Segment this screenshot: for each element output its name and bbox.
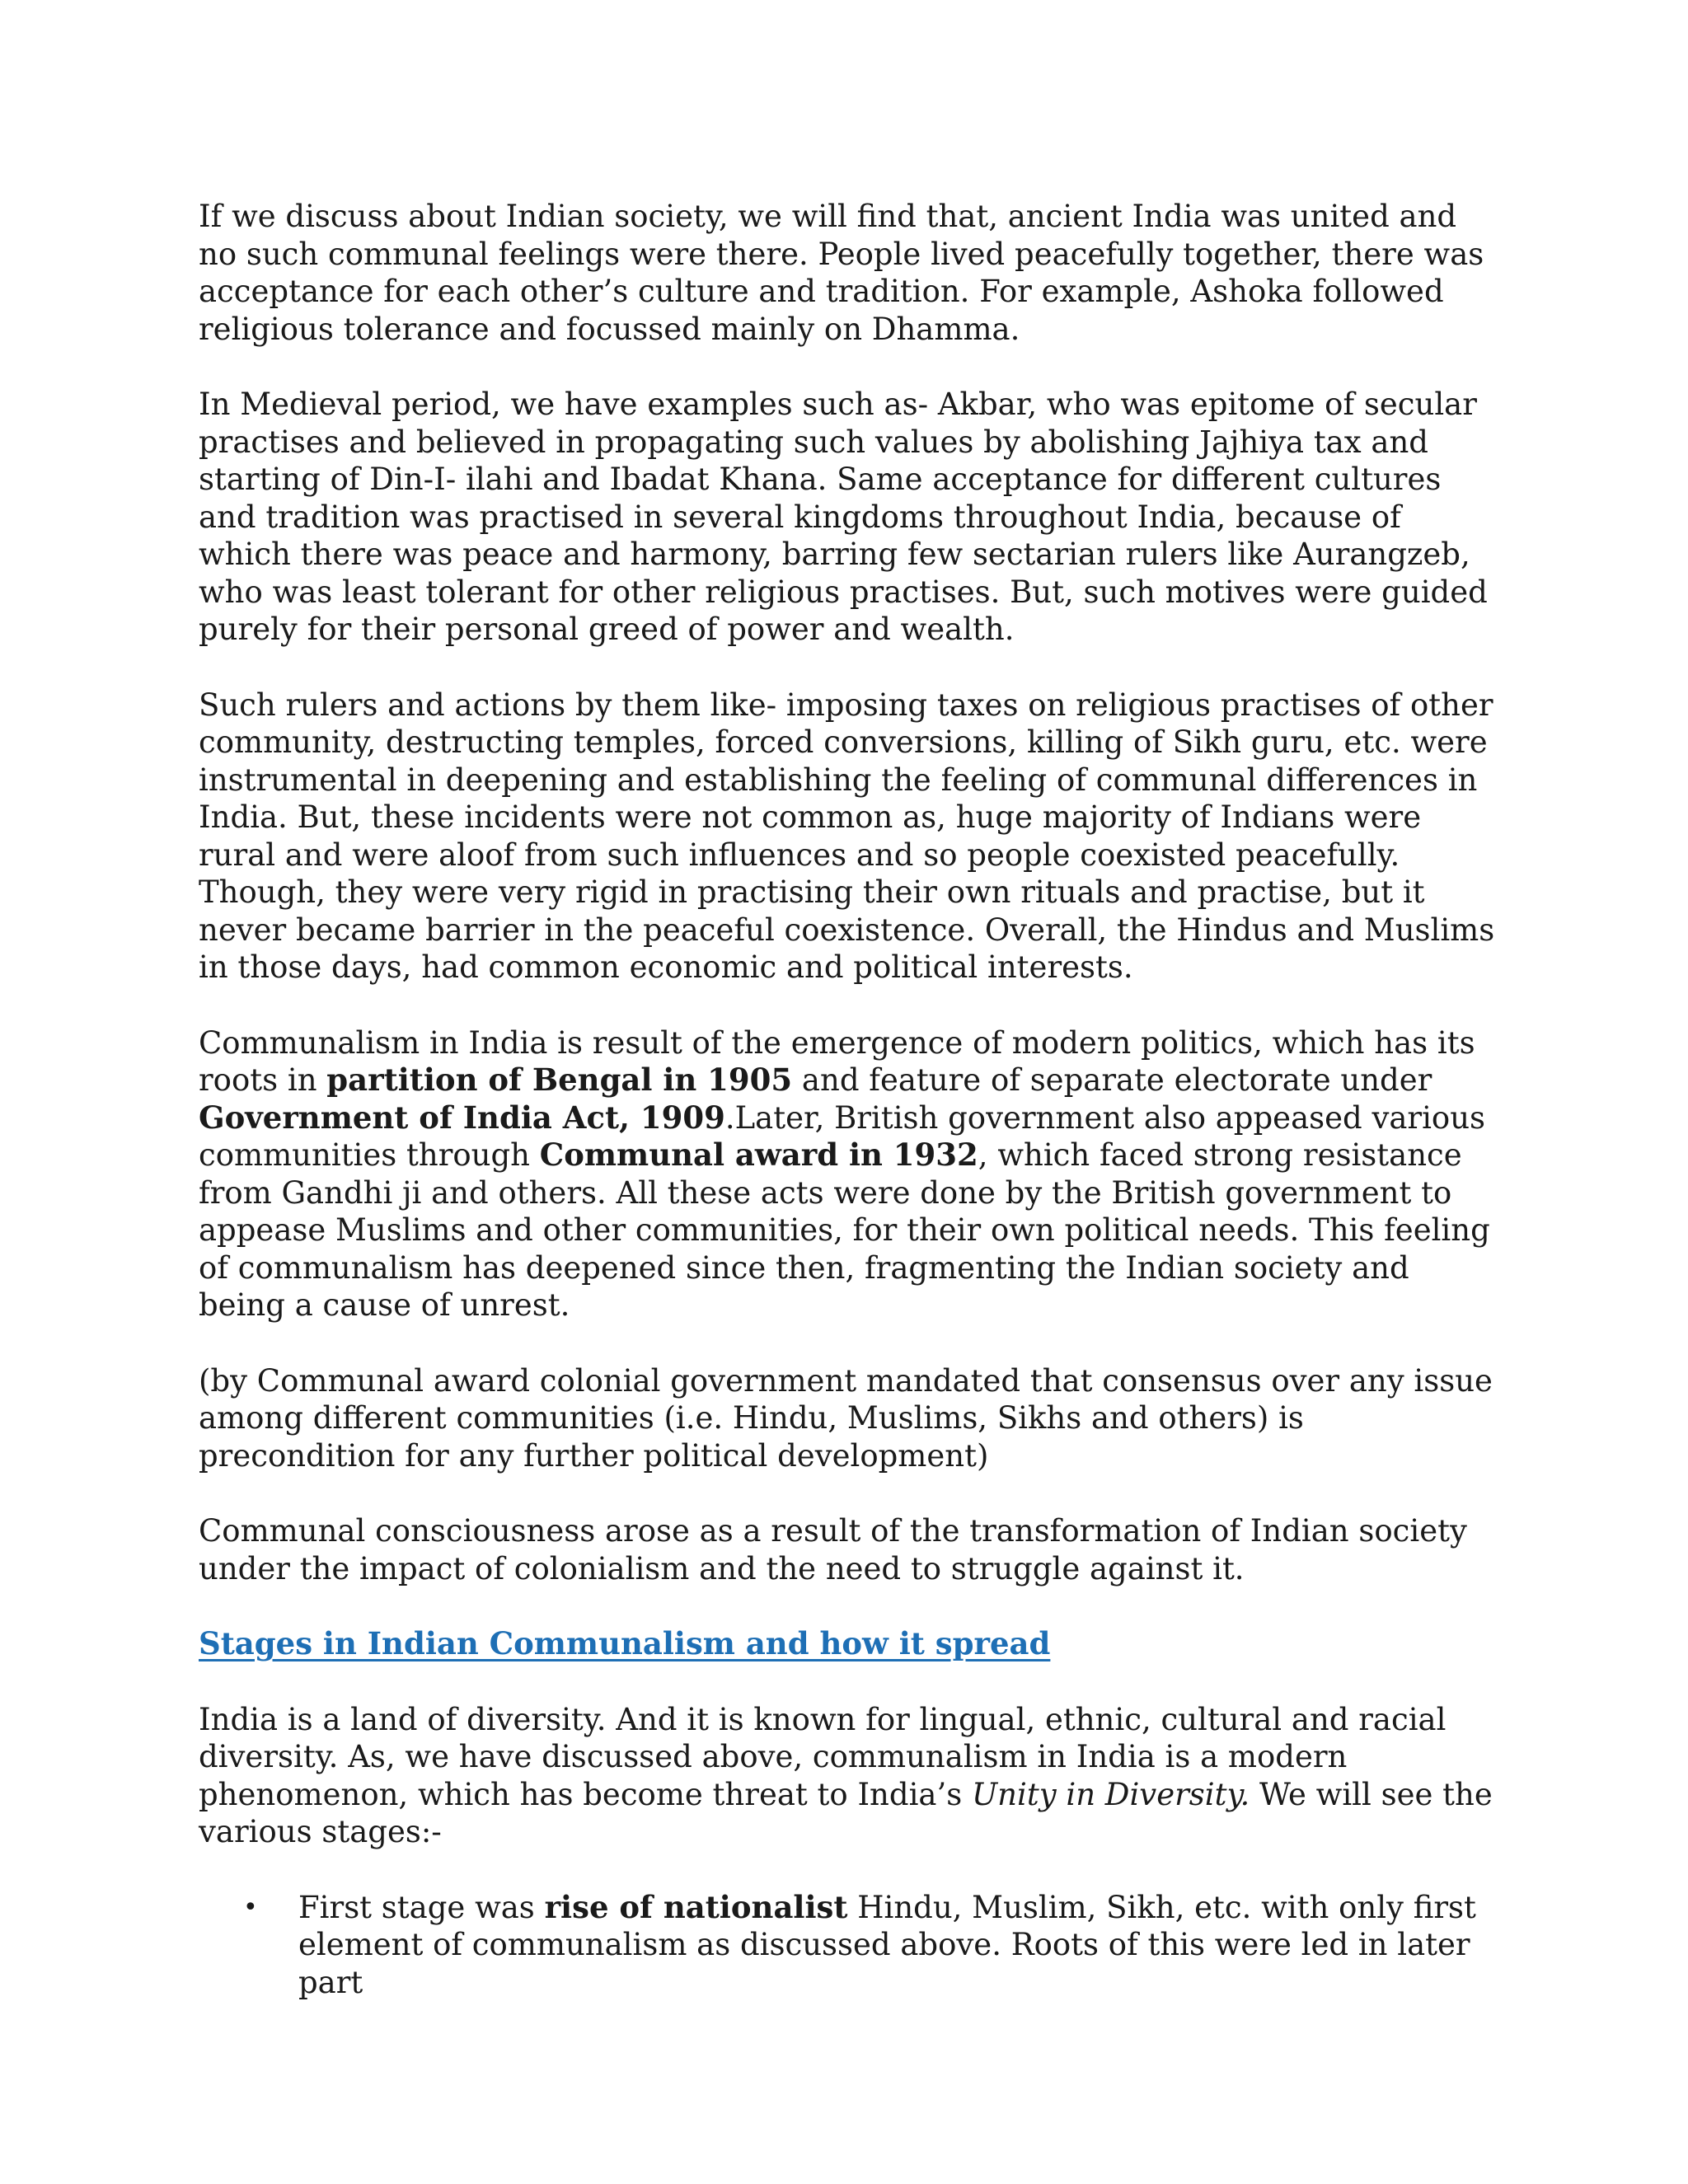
italic-unity-in-diversity: Unity in Diversity. bbox=[971, 1776, 1250, 1812]
paragraph-medieval-period: In Medieval period, we have examples such as- Akbar, who was epitome of secular practises and believed in propagating such values by abolishing Jajhiya tax and starting of Din-I- ilahi and Ibadat Khana. Same acceptance for different cultures and tradition was practised in several kingdoms throughout India, because of which there was peace and harmony, barring few sectarian rulers like Aurangzeb, who was least tolerant for other religious practises. But, such motives were guided purely for their personal greed of power and wealth. bbox=[199, 387, 1488, 647]
paragraph-communal-award-note: (by Communal award colonial government mandated that consensus over any issue among different communities (i.e. Hindu, Muslims, Sikhs and others) is precondition for any further political development) bbox=[199, 1362, 1493, 1474]
text-span: India is a land of diversity. And it is known for lingual, ethnic, cultural and racial diversity. As, we have discussed above, communalism in India is a modern phenomenon, which has become threat to India’s bbox=[199, 1701, 1447, 1812]
list-item bbox=[199, 1889, 1501, 2002]
bullet-icon: • bbox=[243, 1892, 258, 1922]
stages-list bbox=[199, 1889, 1501, 2002]
paragraph-diversity bbox=[199, 1701, 1501, 1851]
text-span: First stage was bbox=[298, 1889, 545, 1925]
paragraph-ancient-india: If we discuss about Indian society, we will find that, ancient India was united and no such communal feelings were there. People lived peacefully together, there was acceptance for each other’s culture and tradition. For example, Ashoka followed religious tolerance and focussed mainly on Dhamma. bbox=[199, 199, 1484, 347]
text-span: Communalism in India is result of the emergence of modern politics, which has its roots in bbox=[199, 1024, 1475, 1098]
text-span: .Later, British government also appeased various communities through bbox=[199, 1099, 1486, 1173]
document-body bbox=[199, 198, 1501, 2001]
paragraph-modern-communalism bbox=[199, 1024, 1501, 1324]
text-span: , which faced strong resistance from Gandhi ji and others. All these acts were done by the British government to appease Muslims and other communities, for their own political needs. This feeling of communalism has deepened since then, fragmenting the Indian society and being a cause of unrest. bbox=[199, 1137, 1490, 1323]
bold-government-of-india-act: Government of India Act, 1909 bbox=[199, 1099, 725, 1136]
bold-communal-award: Communal award in 1932 bbox=[539, 1137, 978, 1173]
bold-partition-bengal: partition of Bengal in 1905 bbox=[326, 1062, 793, 1098]
text-span: We will see the various stages:- bbox=[199, 1776, 1493, 1849]
paragraph-communal-consciousness: Communal consciousness arose as a result of the transformation of Indian society under the impact of colonialism and the need to struggle against it. bbox=[199, 1513, 1467, 1586]
text-span: Hindu, Muslim, Sikh, etc. with only first element of communalism as discussed above. Roots of this were led in later part bbox=[298, 1889, 1476, 2000]
section-heading-link[interactable]: Stages in Indian Communalism and how it spread bbox=[199, 1625, 1051, 1661]
bold-rise-of-nationalist: rise of nationalist bbox=[544, 1888, 848, 1925]
paragraph-sectarian-rulers: Such rulers and actions by them like- imposing taxes on religious practises of other community, destructing temples, forced conversions, killing of Sikh guru, etc. were instrumental in deepening and establishing the feeling of communal differences in India. But, these incidents were not common as, huge majority of Indians were rural and were aloof from such influences and so people coexisted peacefully. Though, they were very rigid in practising their own rituals and practise, but it never became barrier in the peaceful coexistence. Overall, the Hindus and Muslims in those days, had common economic and political interests. bbox=[199, 687, 1495, 985]
text-span: and feature of separate electorate under bbox=[792, 1062, 1432, 1098]
